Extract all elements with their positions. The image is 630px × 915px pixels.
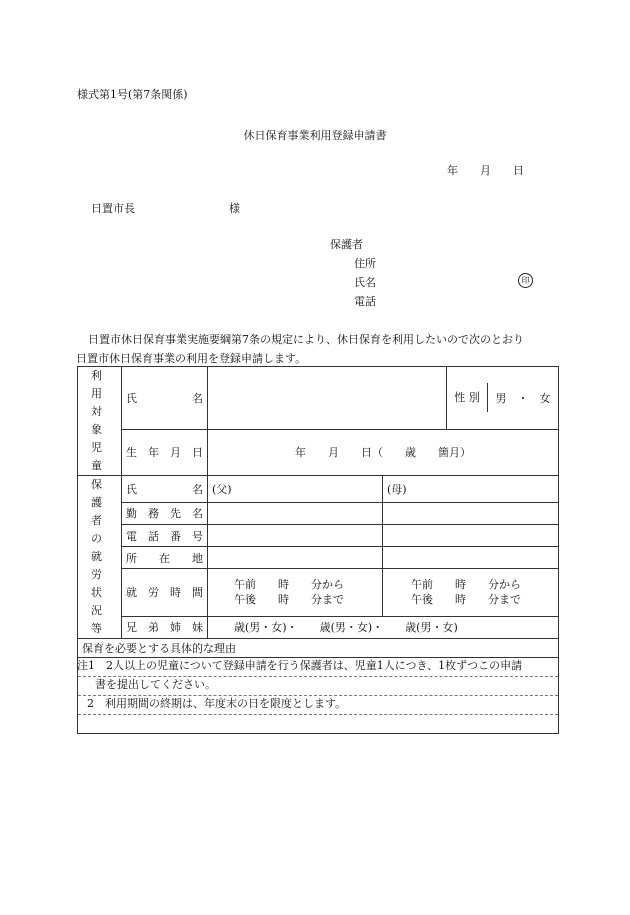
child-name-label: 氏 名 bbox=[122, 367, 208, 430]
father-hours-to: 午後 時 分まで bbox=[234, 593, 344, 607]
addressee: 日置市長 bbox=[91, 202, 135, 215]
birthdate-label: 生 年 月 日 bbox=[122, 429, 208, 475]
gender-cell bbox=[447, 367, 559, 430]
father-hours-from: 午前 時 分から bbox=[234, 578, 344, 592]
reason-line-4 bbox=[78, 715, 558, 733]
mother-work-hours[interactable] bbox=[383, 569, 559, 617]
child-name-field[interactable] bbox=[208, 367, 447, 430]
document-title: 休日保育事業利用登録申請書 bbox=[243, 129, 387, 142]
notes bbox=[77, 656, 562, 713]
date-line: 年 月 日 bbox=[447, 164, 524, 177]
intro-line-2: 日置市休日保育事業の利用を登録申請します。 bbox=[76, 352, 307, 365]
siblings-field[interactable]: 歳(男・女)・ 歳(男・女)・ 歳(男・女) bbox=[208, 616, 559, 638]
siblings-label: 兄 弟 姉 妹 bbox=[122, 616, 208, 638]
note-2: 2 利用期間の終期は、年度末の日を限度とします。 bbox=[87, 697, 347, 710]
reason-label: 保育を必要とする具体的な理由 bbox=[78, 639, 559, 658]
work-hours-label: 就 労 時 間 bbox=[122, 569, 208, 617]
mother-location-field[interactable] bbox=[383, 547, 559, 569]
birthdate-field[interactable]: 年 月 日（ 歳 箇月） bbox=[208, 429, 559, 475]
guardian-section-label: 保 護 者 の 就 労 状 況 等 bbox=[78, 476, 122, 639]
gender-label: 性 別 bbox=[447, 383, 488, 412]
guardian-name-label: 氏 名 bbox=[122, 476, 208, 503]
note-1-line-2: 書を提出してください。 bbox=[95, 678, 216, 691]
father-workplace-field[interactable] bbox=[208, 502, 383, 524]
name-label: 氏名 bbox=[354, 276, 376, 289]
work-phone-label: 電 話 番 号 bbox=[122, 525, 208, 547]
father-work-hours[interactable] bbox=[208, 569, 383, 617]
father-phone-field[interactable] bbox=[208, 525, 383, 547]
seal-mark: 印 bbox=[518, 273, 533, 288]
note-1-line-1: 注1 2人以上の児童について登録申請を行う保護者は、児童1人につき、1枚ずつこの申請 bbox=[77, 659, 523, 672]
phone-label: 電話 bbox=[354, 295, 376, 308]
father-name-field[interactable]: (父) bbox=[208, 476, 383, 503]
intro-paragraph bbox=[76, 330, 556, 368]
father-location-field[interactable] bbox=[208, 547, 383, 569]
guardian-label: 保護者 bbox=[330, 238, 363, 251]
mother-hours-to: 午後 時 分まで bbox=[411, 593, 521, 607]
mother-name-field[interactable]: (母) bbox=[383, 476, 559, 503]
workplace-label: 勤 務 先 名 bbox=[122, 502, 208, 524]
gender-options[interactable]: 男 ・ 女 bbox=[495, 391, 551, 405]
child-section-label: 利 用 対 象 児 童 bbox=[78, 367, 122, 476]
honorific: 様 bbox=[229, 202, 240, 215]
intro-line-1: 日置市休日保育事業実施要綱第7条の規定により、休日保育を利用したいので次のとおり bbox=[88, 333, 524, 346]
mother-workplace-field[interactable] bbox=[383, 502, 559, 524]
address-label: 住所 bbox=[354, 257, 376, 270]
mother-hours-from: 午前 時 分から bbox=[411, 578, 521, 592]
location-label: 所 在 地 bbox=[122, 547, 208, 569]
mother-phone-field[interactable] bbox=[383, 525, 559, 547]
form-number: 様式第1号(第7条関係) bbox=[77, 88, 188, 101]
